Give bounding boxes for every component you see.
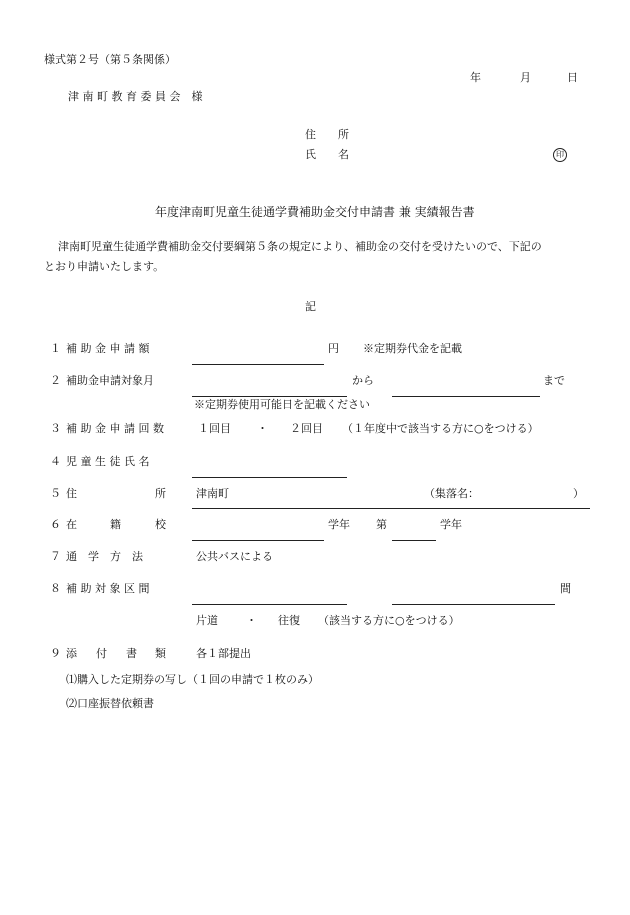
date-day-label: 日 — [567, 71, 578, 84]
item5-town: 津南町 — [196, 487, 229, 500]
item4-student-name-field[interactable] — [192, 477, 347, 478]
item9-doc1: ⑴購入した定期券の写し（１回の申請で１枚のみ） — [66, 673, 319, 686]
item6-label-a: 在 — [66, 518, 77, 531]
item7-number: ７ — [50, 550, 61, 563]
item9-label-a: 添 — [66, 647, 77, 660]
item3-note: （１年度中で該当する方に○をつける） — [342, 422, 539, 435]
item2-number: ２ — [50, 374, 61, 387]
body-text-line2: とおり申請いたします。 — [44, 260, 165, 273]
item5-number: ５ — [50, 487, 61, 500]
item3-option-second[interactable]: ２回目 — [290, 422, 323, 435]
item2-to-field[interactable] — [392, 396, 540, 397]
item8-round-trip[interactable]: 往復 — [278, 614, 300, 627]
item6-number: ６ — [50, 518, 61, 531]
item3-label: 補 助 金 申 請 回 数 — [66, 422, 164, 435]
item5-settlement-close: ） — [573, 487, 584, 500]
form-number: 様式第２号（第５条関係） — [44, 53, 176, 66]
item6-dai: 第 — [376, 518, 387, 531]
date-month-label: 月 — [520, 71, 531, 84]
item1-label: 補 助 金 申 請 額 — [66, 342, 150, 355]
item9-label-b: 付 — [96, 647, 107, 660]
item8-between: 間 — [560, 582, 571, 595]
item2-label: 補助金申請対象月 — [66, 374, 154, 387]
address-label: 住 所 — [305, 128, 349, 141]
seal-mark: 印 — [553, 148, 567, 162]
item1-note: ※定期券代金を記載 — [363, 342, 462, 355]
item1-unit: 円 — [328, 342, 339, 355]
item8-separator: ・ — [246, 614, 257, 627]
item5-label-a: 住 — [66, 487, 77, 500]
item1-number: １ — [50, 342, 61, 355]
item7-label: 通 学 方 法 — [66, 550, 143, 563]
item3-separator: ・ — [257, 422, 268, 435]
body-text-line1: 津南町児童生徒通学費補助金交付要綱第５条の規定により、補助金の交付を受けたいので、下記の — [58, 240, 542, 253]
item4-number: ４ — [50, 455, 61, 468]
item3-option-first[interactable]: １回目 — [198, 422, 231, 435]
ki-heading: 記 — [305, 300, 316, 313]
item6-grade-label: 学年 — [328, 518, 350, 531]
item6-school-field[interactable] — [192, 540, 324, 541]
item9-doc2: ⑵口座振替依頼書 — [66, 697, 154, 710]
item4-label: 児 童 生 徒 氏 名 — [66, 455, 150, 468]
item8-start-field[interactable] — [192, 604, 347, 605]
item9-value: 各１部提出 — [196, 647, 251, 660]
item6-grade-label-2: 学年 — [440, 518, 462, 531]
item8-one-way[interactable]: 片道 — [196, 614, 218, 627]
item8-note: （該当する方に○をつける） — [318, 614, 460, 627]
item2-from-text: から — [352, 374, 374, 387]
addressee: 津 南 町 教 育 委 員 会 様 — [68, 90, 203, 103]
item8-number: ８ — [50, 582, 61, 595]
item2-to-text: まで — [543, 374, 565, 387]
item5-address-field[interactable] — [192, 508, 590, 509]
item6-grade-field[interactable] — [392, 540, 436, 541]
item2-from-field[interactable] — [192, 396, 347, 397]
item8-label: 補 助 対 象 区 間 — [66, 582, 150, 595]
item9-label-d: 類 — [155, 647, 166, 660]
document-title: 年度津南町児童生徒通学費補助金交付申請書 兼 実績報告書 — [155, 205, 475, 219]
item5-label-b: 所 — [155, 487, 166, 500]
item5-settlement-label: （集落名： — [424, 487, 479, 500]
item6-label-c: 校 — [155, 518, 166, 531]
date-year-label: 年 — [470, 71, 481, 84]
item8-end-field[interactable] — [392, 604, 555, 605]
name-label: 氏 名 — [305, 148, 349, 161]
item2-note: ※定期券使用可能日を記載ください — [194, 398, 370, 411]
item9-number: ９ — [50, 647, 61, 660]
item1-amount-field[interactable] — [192, 364, 324, 365]
item6-label-b: 籍 — [110, 518, 121, 531]
item7-value: 公共バスによる — [196, 550, 273, 563]
item9-label-c: 書 — [126, 647, 137, 660]
item3-number: ３ — [50, 422, 61, 435]
